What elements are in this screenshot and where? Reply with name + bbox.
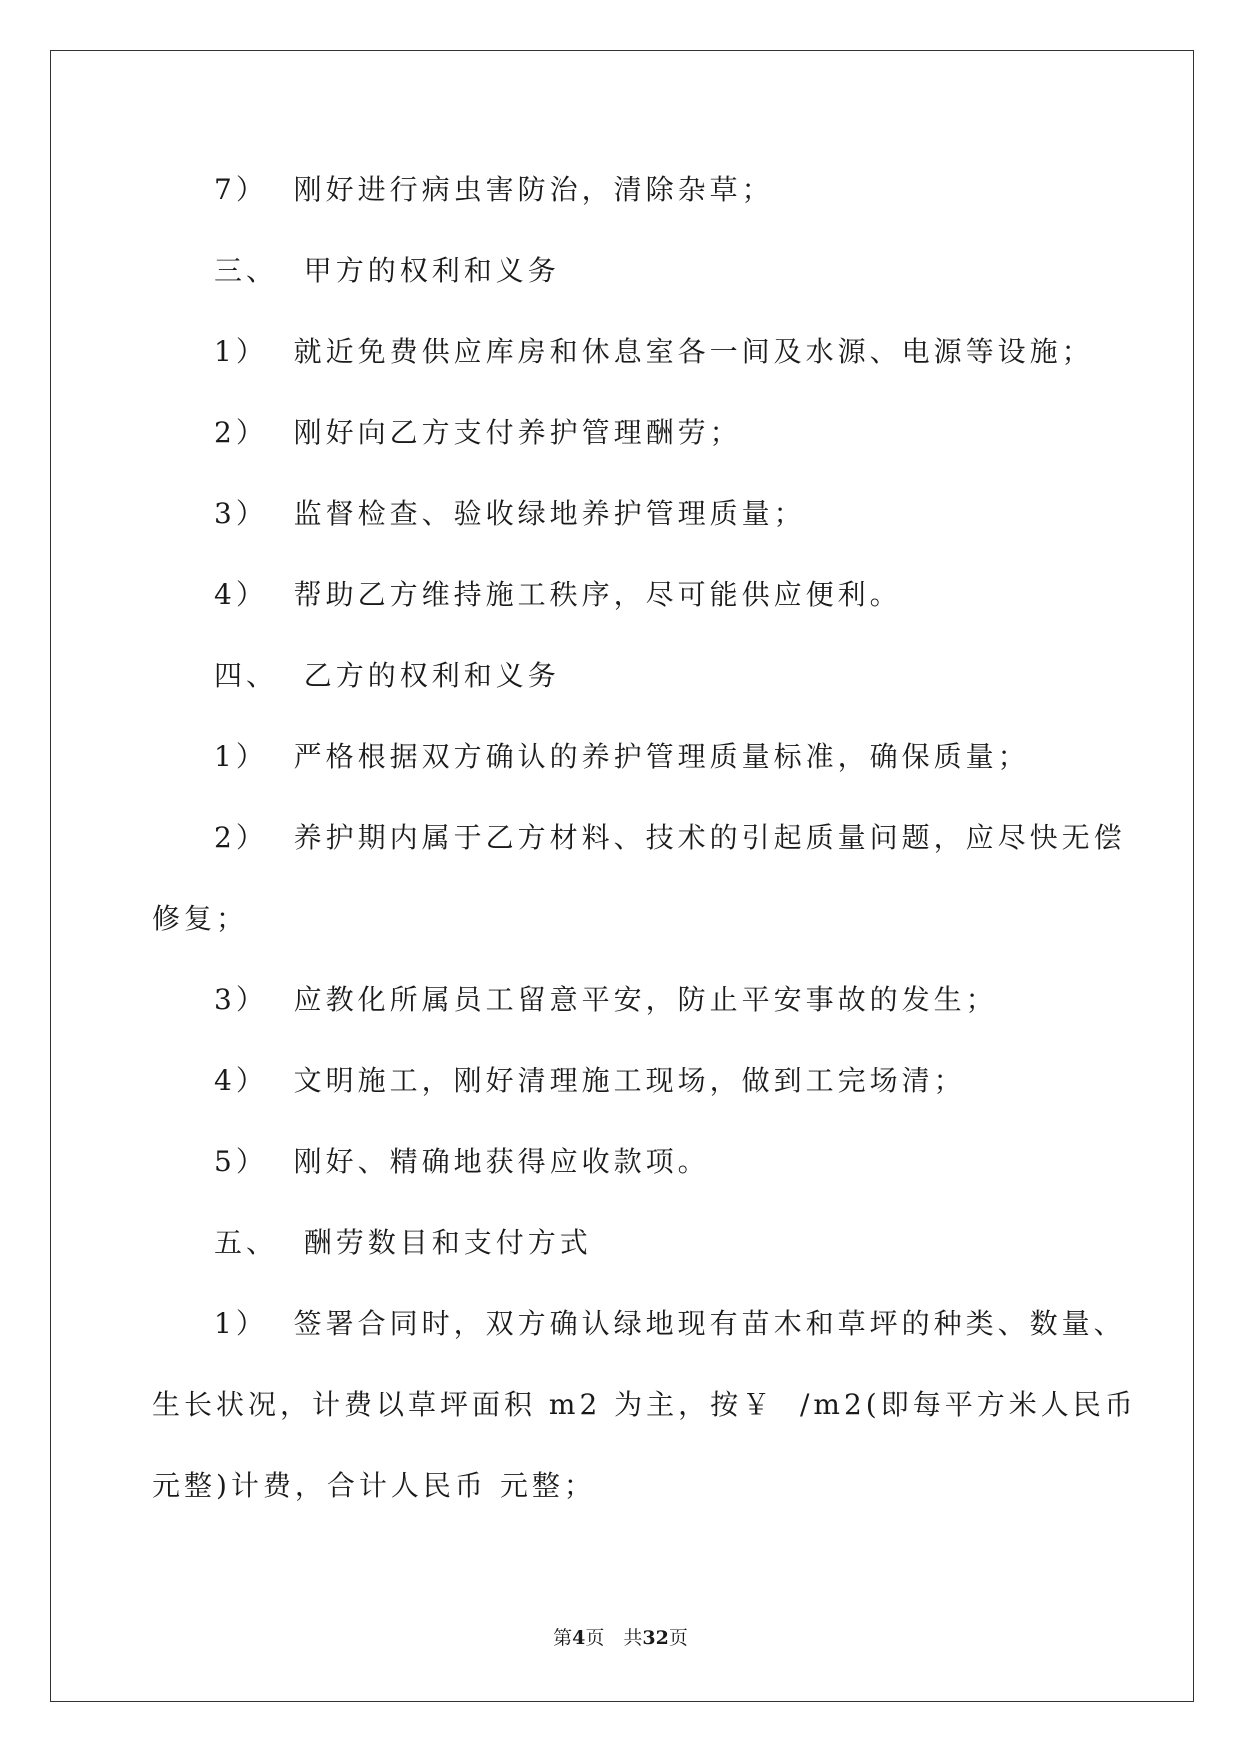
- section-heading: 五、 酬劳数目和支付方式: [214, 1226, 592, 1259]
- body-line: 3） 应教化所属员工留意平安，防止平安事故的发生；: [214, 983, 998, 1016]
- body-line: 修复；: [152, 902, 249, 935]
- section-heading: 四、 乙方的权利和义务: [214, 659, 560, 692]
- body-line: 7） 刚好进行病虫害防治，清除杂草；: [214, 173, 774, 206]
- footer-middle: 页 共: [585, 1627, 643, 1649]
- body-line: 2） 养护期内属于乙方材料、技术的引起质量问题，应尽快无偿: [214, 821, 1126, 854]
- body-line: 1） 就近免费供应库房和休息室各一间及水源、电源等设施；: [214, 335, 1094, 368]
- body-line: 5） 刚好、精确地获得应收款项。: [214, 1145, 710, 1178]
- footer-page-number: 4: [572, 1627, 586, 1649]
- body-line: 1） 严格根据双方确认的养护管理质量标准，确保质量；: [214, 740, 1030, 773]
- footer-total-pages: 32: [642, 1627, 669, 1649]
- body-line: 1） 签署合同时，双方确认绿地现有苗木和草坪的种类、数量、: [214, 1307, 1126, 1340]
- body-line: 2） 刚好向乙方支付养护管理酬劳；: [214, 416, 742, 449]
- footer-prefix: 第: [553, 1627, 573, 1649]
- body-line: 3） 监督检查、验收绿地养护管理质量；: [214, 497, 806, 530]
- footer-suffix: 页: [668, 1627, 688, 1649]
- page-border: [50, 50, 1194, 1702]
- body-line: 4） 文明施工，刚好清理施工现场，做到工完场清；: [214, 1064, 966, 1097]
- body-line: 元整)计费，合计人民币 元整；: [152, 1469, 596, 1502]
- section-heading: 三、 甲方的权利和义务: [214, 254, 560, 287]
- body-line: 4） 帮助乙方维持施工秩序，尽可能供应便利。: [214, 578, 902, 611]
- body-line: 生长状况，计费以草坪面积 m2 为主，按￥ /m2(即每平方米人民币: [152, 1388, 1137, 1421]
- page-footer: [0, 1626, 1241, 1650]
